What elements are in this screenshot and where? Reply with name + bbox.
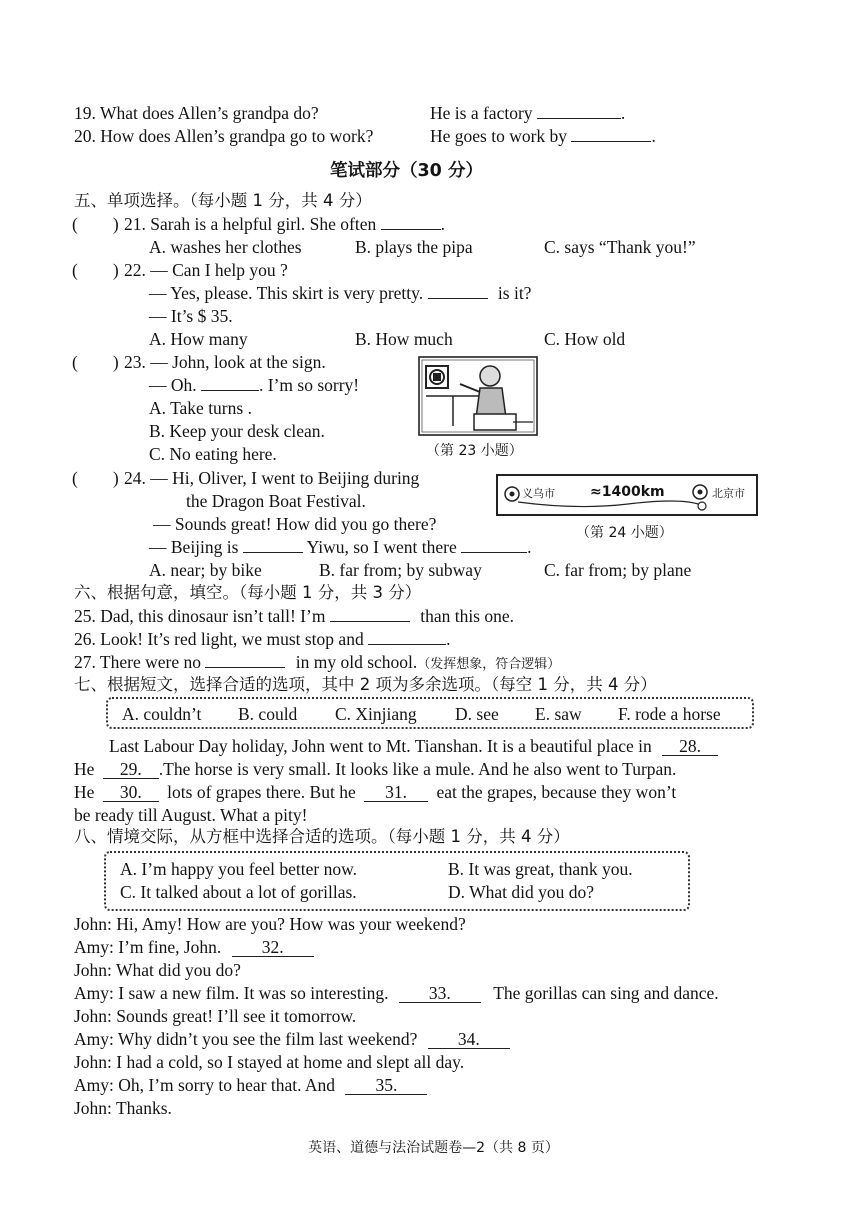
q23-blank bbox=[201, 375, 259, 391]
blank-28[interactable]: 28. bbox=[662, 737, 718, 756]
q27-text-b: in my old school. bbox=[295, 652, 418, 672]
q21-option-c[interactable]: C. says “Thank you!” bbox=[544, 237, 696, 257]
q20-end: . bbox=[651, 126, 656, 146]
q21-answer-paren[interactable]: ( ) bbox=[72, 214, 119, 234]
blank-29[interactable]: 29. bbox=[103, 760, 159, 779]
q23-sign-picture bbox=[418, 356, 538, 436]
q22-line-1 bbox=[124, 259, 288, 281]
sec8-option-b: B. It was great, thank you. bbox=[448, 859, 633, 879]
q27-note: （发挥想象，符合逻辑） bbox=[417, 657, 561, 672]
q26-blank[interactable] bbox=[368, 629, 446, 645]
sec7-passage-line-2 bbox=[74, 758, 676, 780]
sec7-option-e: E. saw bbox=[535, 704, 582, 724]
question-20 bbox=[74, 125, 373, 147]
sec7-option-a: A. couldn’t bbox=[122, 704, 202, 724]
q23-text-2a: — Oh. bbox=[149, 375, 197, 395]
q20-text: How does Allen’s grandpa go to work? bbox=[100, 126, 374, 146]
q21-stem bbox=[124, 213, 445, 235]
answer-19 bbox=[430, 102, 625, 124]
dialog-line-4 bbox=[74, 982, 719, 1004]
q23-option-b[interactable]: B. Keep your desk clean. bbox=[149, 421, 325, 441]
q21-option-b[interactable]: B. plays the pipa bbox=[355, 237, 473, 257]
q24-option-a[interactable]: A. near; by bike bbox=[149, 560, 262, 580]
q24-map-end: 北京市 bbox=[712, 487, 745, 500]
section-5-title: 五、单项选择。（每小题 1 分，共 4 分） bbox=[74, 191, 372, 210]
q25-text-b: than this one. bbox=[420, 606, 515, 626]
q23-answer-paren[interactable]: ( ) bbox=[72, 352, 119, 372]
q23-text-1: — John, look at the sign. bbox=[150, 352, 326, 372]
sec7-text-3b: lots of grapes there. But he bbox=[167, 782, 356, 802]
q23-number: 23. bbox=[124, 352, 146, 372]
q22-blank bbox=[428, 283, 488, 299]
q20-number: 20. bbox=[74, 126, 96, 146]
q25-text-a: 25. Dad, this dinosaur isn’t tall! I’m bbox=[74, 606, 326, 626]
sec8-option-d: D. What did you do? bbox=[448, 882, 594, 902]
q20-answer-text: He goes to work by bbox=[430, 126, 568, 146]
q21-text: Sarah is a helpful girl. She often bbox=[150, 214, 377, 234]
section-8-title: 八、情境交际，从方框中选择合适的选项。（每小题 1 分，共 4 分） bbox=[74, 827, 570, 846]
sec7-option-f: F. rode a horse bbox=[618, 704, 721, 724]
sec7-passage-line-3 bbox=[74, 781, 676, 803]
blank-33[interactable]: 33. bbox=[399, 984, 481, 1003]
q21-end: . bbox=[440, 214, 445, 234]
sec7-option-b: B. could bbox=[238, 704, 298, 724]
q20-blank[interactable] bbox=[571, 126, 651, 142]
q22-text-2b: is it? bbox=[497, 283, 532, 303]
q22-answer-paren[interactable]: ( ) bbox=[72, 260, 119, 280]
q19-end: . bbox=[620, 103, 626, 123]
dialog-text-8: Amy: Oh, I’m sorry to hear that. And bbox=[74, 1075, 335, 1095]
sec8-option-a: A. I’m happy you feel better now. bbox=[120, 859, 357, 879]
q19-blank[interactable] bbox=[537, 103, 621, 119]
q24-line-3: — Sounds great! How did you go there? bbox=[153, 514, 437, 534]
dialog-line-6 bbox=[74, 1028, 510, 1050]
sec8-option-c: C. It talked about a lot of gorillas. bbox=[120, 882, 357, 902]
section-7-title: 七、根据短文，选择合适的选项，其中 2 项为多余选项。（每空 1 分，共 4 分） bbox=[74, 675, 657, 694]
dialog-line-1: John: Hi, Amy! How are you? How was your weekend? bbox=[74, 914, 466, 934]
q21-option-a[interactable]: A. washes her clothes bbox=[149, 237, 302, 257]
blank-31[interactable]: 31. bbox=[364, 783, 428, 802]
sec7-text-3a: He bbox=[74, 782, 95, 802]
blank-34[interactable]: 34. bbox=[428, 1030, 510, 1049]
dialog-line-9: John: Thanks. bbox=[74, 1098, 172, 1118]
q23-line-2 bbox=[149, 374, 359, 396]
q22-line-2 bbox=[149, 282, 531, 304]
q19-number: 19. bbox=[74, 103, 96, 123]
sec7-text-3c: eat the grapes, because they won’t bbox=[436, 782, 677, 802]
dialog-line-2 bbox=[74, 936, 314, 958]
q24-text-4b: Yiwu, so I went there bbox=[306, 537, 457, 557]
section-6-title: 六、根据句意，填空。（每小题 1 分，共 3 分） bbox=[74, 583, 422, 602]
q24-distance-map bbox=[496, 474, 758, 516]
question-27 bbox=[74, 651, 560, 676]
q24-map-distance: ≈1400km bbox=[590, 484, 665, 500]
q24-option-b[interactable]: B. far from; by subway bbox=[319, 560, 482, 580]
q22-line-3: — It’s $ 35. bbox=[149, 306, 233, 326]
q27-text-a: 27. There were no bbox=[74, 652, 201, 672]
q25-blank[interactable] bbox=[330, 606, 410, 622]
question-19 bbox=[74, 102, 319, 124]
dialog-line-7: John: I had a cold, so I stayed at home and slept all day. bbox=[74, 1052, 465, 1072]
dialog-text-4b: The gorillas can sing and dance. bbox=[493, 983, 719, 1003]
q24-text-1: — Hi, Oliver, I went to Beijing during bbox=[150, 468, 420, 488]
q23-text-2b: . I’m so sorry! bbox=[259, 375, 360, 395]
dialog-text-6: Amy: Why didn’t you see the film last weekend? bbox=[74, 1029, 418, 1049]
page-footer: 英语、道德与法治试题卷—2（共 8 页） bbox=[308, 1140, 559, 1156]
dialog-line-3: John: What did you do? bbox=[74, 960, 241, 980]
q24-text-4a: — Beijing is bbox=[149, 537, 239, 557]
question-25 bbox=[74, 605, 514, 627]
q24-blank-2 bbox=[461, 537, 527, 553]
dialog-text-4a: Amy: I saw a new film. It was so interesting. bbox=[74, 983, 389, 1003]
q24-answer-paren[interactable]: ( ) bbox=[72, 468, 119, 488]
blank-35[interactable]: 35. bbox=[345, 1076, 427, 1095]
q24-option-c[interactable]: C. far from; by plane bbox=[544, 560, 692, 580]
q19-text: What does Allen’s grandpa do? bbox=[99, 103, 319, 123]
dialog-text-2: Amy: I’m fine, John. bbox=[74, 937, 222, 957]
question-26 bbox=[74, 628, 450, 650]
q24-blank-1 bbox=[243, 537, 303, 553]
q26-text-a: 26. Look! It’s red light, we must stop and bbox=[74, 629, 364, 649]
dialog-line-5: John: Sounds great! I’ll see it tomorrow. bbox=[74, 1006, 357, 1026]
sec7-text-2b: .The horse is very small. It looks like a mule. And he also went to Turpan. bbox=[158, 759, 677, 779]
written-section-title: 笔试部分（30 分） bbox=[330, 161, 483, 181]
q19-answer-text: He is a factory bbox=[430, 103, 533, 123]
q22-text-2a: — Yes, please. This skirt is very pretty. bbox=[149, 283, 424, 303]
blank-32[interactable]: 32. bbox=[232, 938, 314, 957]
sec7-option-c: C. Xinjiang bbox=[335, 704, 417, 724]
q21-number: 21. bbox=[124, 214, 146, 234]
q24-map-start: 义乌市 bbox=[522, 487, 555, 500]
q23-caption: （第 23 小题） bbox=[426, 443, 523, 459]
q27-blank[interactable] bbox=[205, 652, 285, 668]
q22-option-a[interactable]: A. How many bbox=[149, 329, 248, 349]
answer-20 bbox=[430, 125, 656, 147]
blank-30[interactable]: 30. bbox=[103, 783, 159, 802]
q26-text-b: . bbox=[446, 629, 451, 649]
q24-line-2: the Dragon Boat Festival. bbox=[186, 491, 366, 511]
q24-line-1 bbox=[124, 467, 419, 489]
q22-number: 22. bbox=[124, 260, 146, 280]
sec7-passage-line-1 bbox=[109, 735, 718, 757]
sec7-option-d: D. see bbox=[455, 704, 499, 724]
q22-option-b[interactable]: B. How much bbox=[355, 329, 453, 349]
q21-blank bbox=[381, 214, 441, 230]
q24-number: 24. bbox=[124, 468, 146, 488]
sec7-passage-line-4: be ready till August. What a pity! bbox=[74, 805, 308, 825]
q22-text-1: — Can I help you ? bbox=[150, 260, 288, 280]
q22-option-c[interactable]: C. How old bbox=[544, 329, 626, 349]
dialog-line-8 bbox=[74, 1074, 427, 1096]
sec7-text-2a: He bbox=[74, 759, 95, 779]
q24-caption: （第 24 小题） bbox=[576, 525, 673, 541]
q23-line-1 bbox=[124, 351, 326, 373]
q23-option-c[interactable]: C. No eating here. bbox=[149, 444, 277, 464]
q24-text-4c: . bbox=[527, 537, 532, 557]
q24-line-4 bbox=[149, 536, 532, 558]
q23-option-a[interactable]: A. Take turns . bbox=[149, 398, 252, 418]
sec7-text-1: Last Labour Day holiday, John went to Mt. Tianshan. It is a beautiful place in bbox=[109, 736, 652, 756]
